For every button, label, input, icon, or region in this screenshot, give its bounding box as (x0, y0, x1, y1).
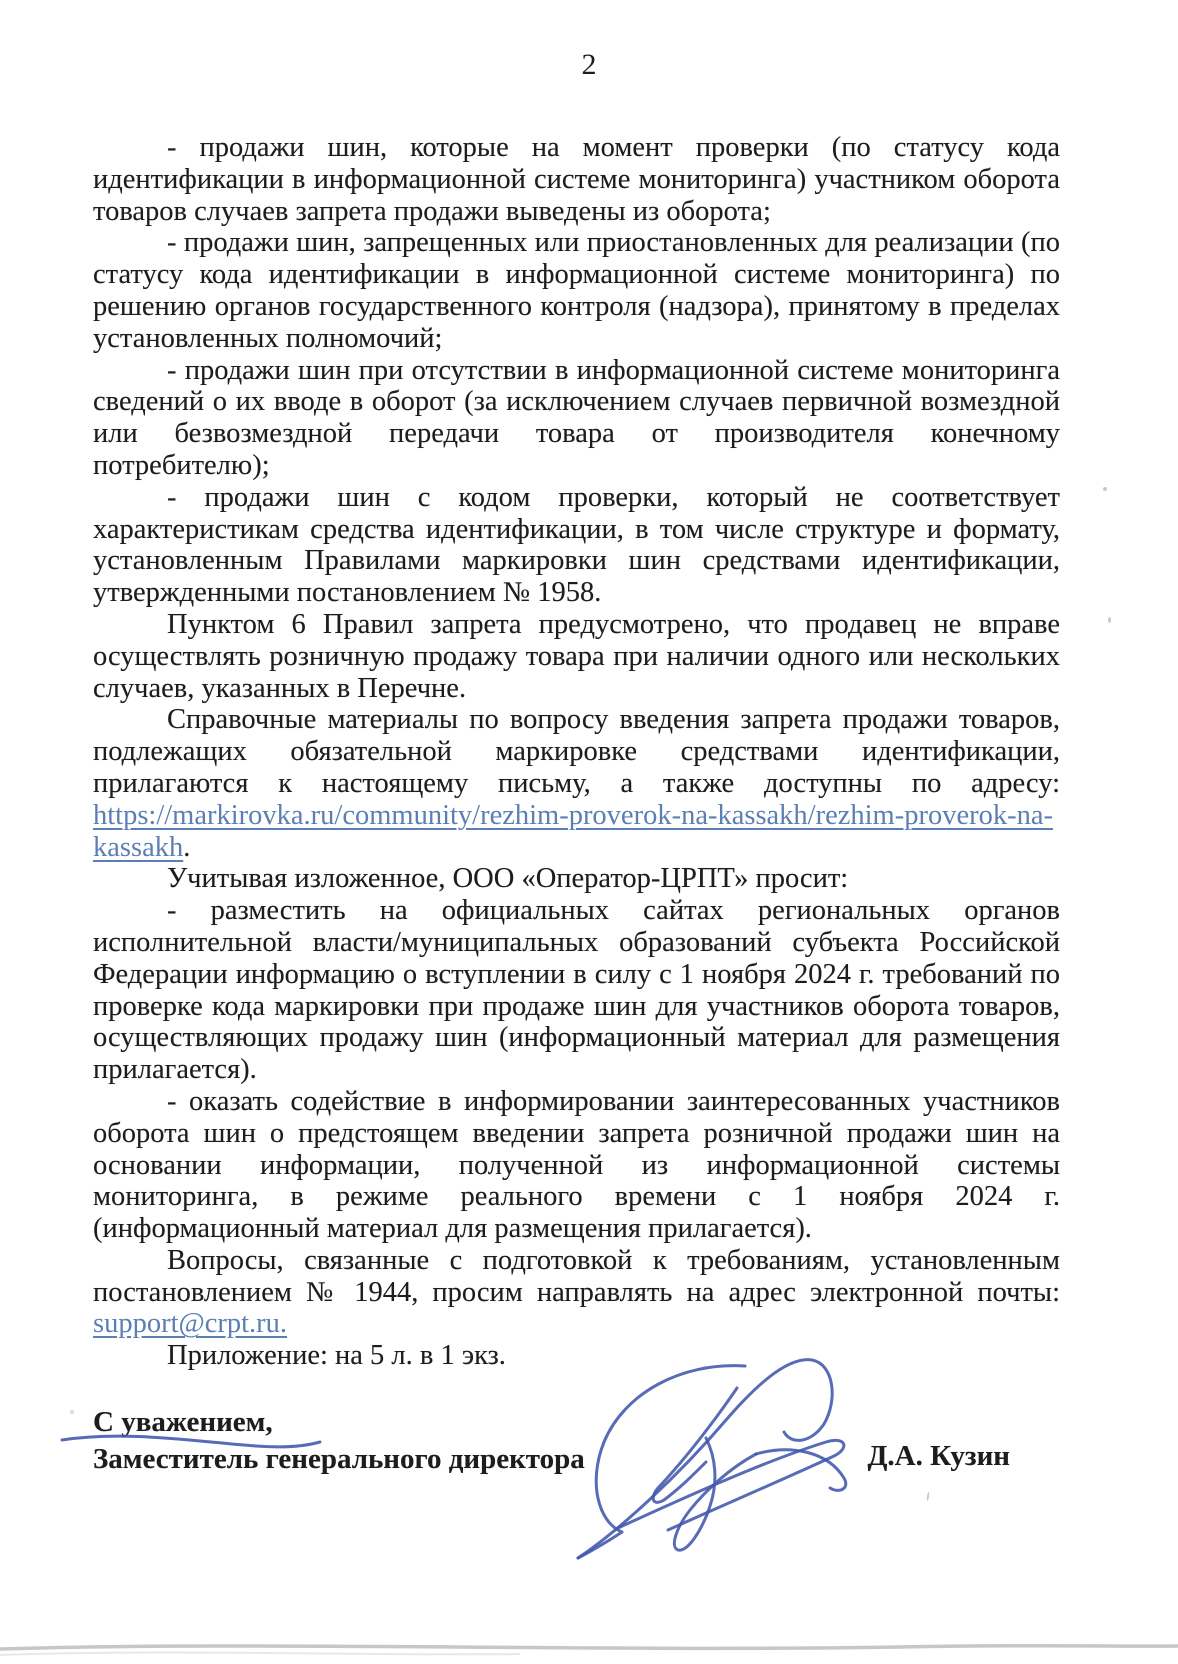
paragraph (93, 227, 1060, 354)
closing-block (93, 1404, 585, 1478)
text-run: . (183, 831, 191, 863)
paragraph (93, 1340, 1060, 1372)
text-run: - продажи шин при отсутствии в информационной системе мониторинга сведений о их вводе в оборот (за исключением случаев первичной возмездной или безвозмездной передачи товара от производителя конечному потребителю); (93, 354, 1060, 481)
support-email-link[interactable]: support@crpt.ru. (93, 1308, 288, 1340)
scan-speck (926, 1492, 929, 1501)
letter-body (93, 132, 1060, 1372)
scan-speck (1108, 617, 1111, 623)
paragraph (93, 1245, 1060, 1340)
paragraph (93, 355, 1060, 482)
signer-name: Д.А. Кузин (867, 1440, 1010, 1472)
signer-title: Заместитель генерального директора (93, 1443, 585, 1475)
paragraph (93, 863, 1060, 895)
scan-speck (1103, 487, 1107, 491)
text-run: - продажи шин с кодом проверки, который не соответствует характеристикам средства идентификации, в том числе структуре и формату, установленным Правилами маркировки шин средствами идентификации, утвержденными постановлением № 1958. (93, 481, 1060, 609)
text-run: Учитывая изложенное, ООО «Оператор-ЦРПТ» просит: (167, 863, 849, 895)
text-run: Пунктом 6 Правил запрета предусмотрено, что продавец не вправе осуществлять розничную продажу товара при наличии одного или нескольких случаев, указанных в Перечне. (93, 608, 1060, 704)
markirovka-link[interactable]: https://markirovka.ru/community/rezhim-proverok-na-kassakh/rezhim-proverok-na-kassakh (93, 799, 1053, 863)
text-run: - оказать содействие в информировании заинтересованных участников оборота шин о предстоящем введении запрета розничной продажи шин на основании информации, полученной из информационной системы мониторинга, в режиме реального времени с 1 ноября 2024 г. (информационный материал для размещения прилагается). (93, 1085, 1060, 1245)
scan-speck (70, 1410, 74, 1414)
paragraph (93, 482, 1060, 609)
text-run: Вопросы, связанные с подготовкой к требованиям, установленным постановлением № 1944, просим направлять на адрес электронной почты: (93, 1244, 1060, 1308)
page-edge-shadow (0, 1635, 1178, 1664)
paragraph (93, 1086, 1060, 1245)
text-run: - разместить на официальных сайтах региональных органов исполнительной власти/муниципальных образований субъекта Российской Федерации информацию о вступлении в силу с 1 ноября 2024 г. требований по проверке кода маркировки при продаже шин для участников оборота товаров, осуществляющих продажу шин (информационный материал для размещения прилагается). (93, 895, 1060, 1086)
text-run: - продажи шин, которые на момент проверки (по статусу кода идентификации в информационной системе мониторинга) участником оборота товаров случаев запрета продажи выведены из оборота; (93, 132, 1060, 227)
text-run: - продажи шин, запрещенных или приостановленных для реализации (по статусу кода идентификации в информационной системе мониторинга) по решению органов государственного контроля (надзора), принятому в пределах установленных полномочий; (93, 227, 1060, 354)
text-run: Приложение: на 5 л. в 1 экз. (167, 1340, 506, 1372)
paragraph (93, 132, 1060, 227)
text-run: Справочные материалы по вопросу введения запрета продажи товаров, подлежащих обязательной маркировке средствами идентификации, прилагаются к настоящему письму, а также доступны по адресу: (93, 704, 1060, 799)
closing-salutation: С уважением, (93, 1406, 273, 1438)
page-number: 2 (581, 48, 597, 81)
paragraph (93, 895, 1060, 1086)
paragraph (93, 704, 1060, 863)
paragraph (93, 609, 1060, 704)
